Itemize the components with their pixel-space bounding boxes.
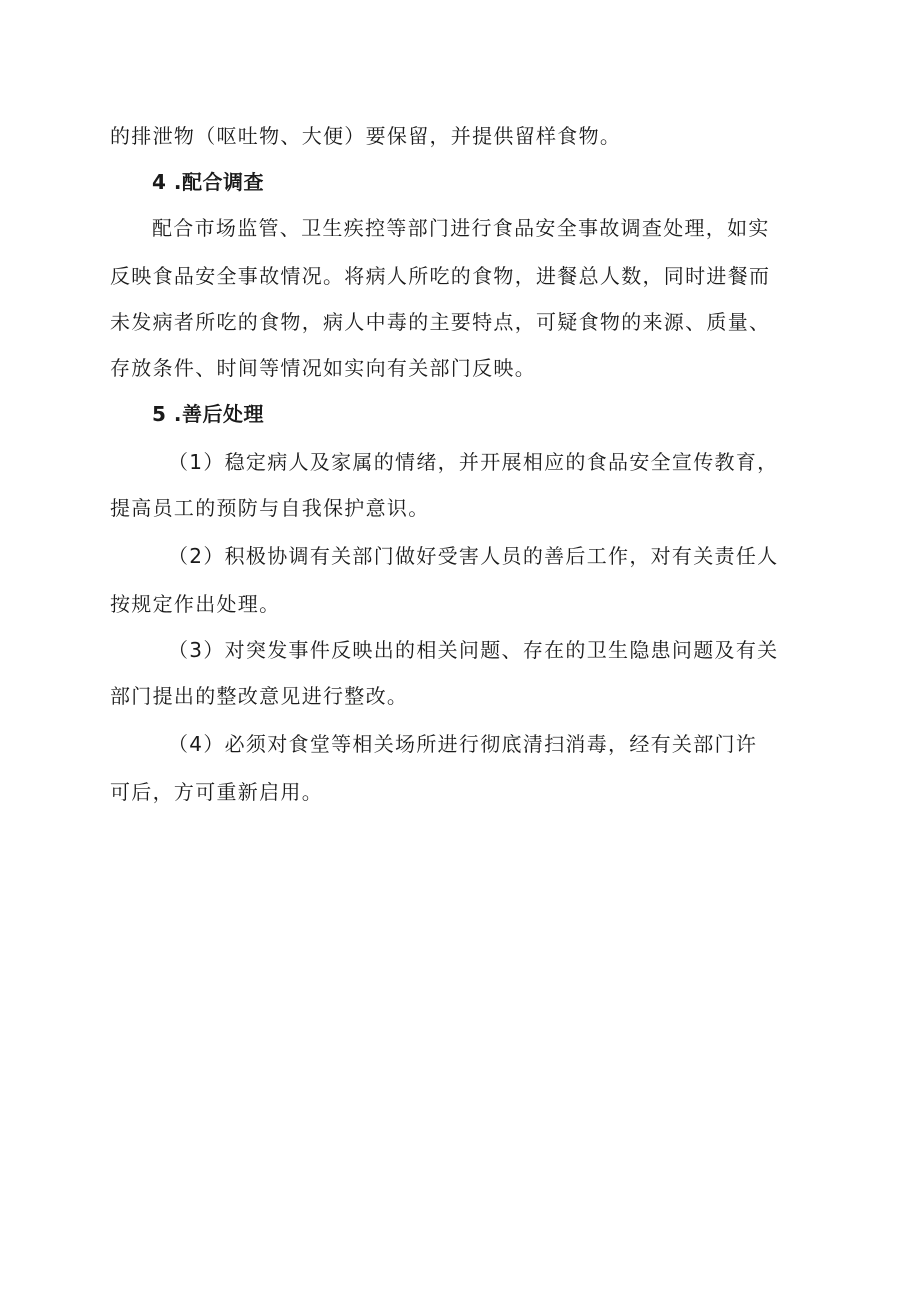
paragraph-line: 未发病者所吃的食物，病人中毒的主要特点，可疑食物的来源、质量、 <box>110 310 771 334</box>
list-item-4-line: （4）必须对食堂等相关场所进行彻底清扫消毒，经有关部门许 <box>168 732 758 756</box>
list-item-4-line: 可后，方可重新启用。 <box>110 780 323 804</box>
paragraph-line: 存放条件、时间等情况如实向有关部门反映。 <box>110 356 536 380</box>
list-item-2-line: 按规定作出处理。 <box>110 592 281 616</box>
paragraph-line: 的排泄物（呕吐物、大便）要保留，并提供留样食物。 <box>110 124 622 148</box>
list-item-3-line: 部门提出的整改意见进行整改。 <box>110 684 409 708</box>
list-item-1-line: 提高员工的预防与自我保护意识。 <box>110 496 430 520</box>
paragraph-line: 配合市场监管、卫生疾控等部门进行食品安全事故调查处理，如实 <box>152 216 770 240</box>
list-item-1-line: （1）稳定病人及家属的情绪，并开展相应的食品安全宣传教育， <box>168 450 779 474</box>
list-item-3-line: （3）对突发事件反映出的相关问题、存在的卫生隐患问题及有关 <box>168 638 779 662</box>
paragraph-line: 反映食品安全事故情况。将病人所吃的食物，进餐总人数，同时进餐而 <box>110 264 771 288</box>
list-item-2-line: （2）积极协调有关部门做好受害人员的善后工作，对有关责任人 <box>168 544 779 568</box>
section-heading-investigation: 4 .配合调查 <box>152 170 264 194</box>
section-heading-aftermath: 5 .善后处理 <box>152 402 264 426</box>
